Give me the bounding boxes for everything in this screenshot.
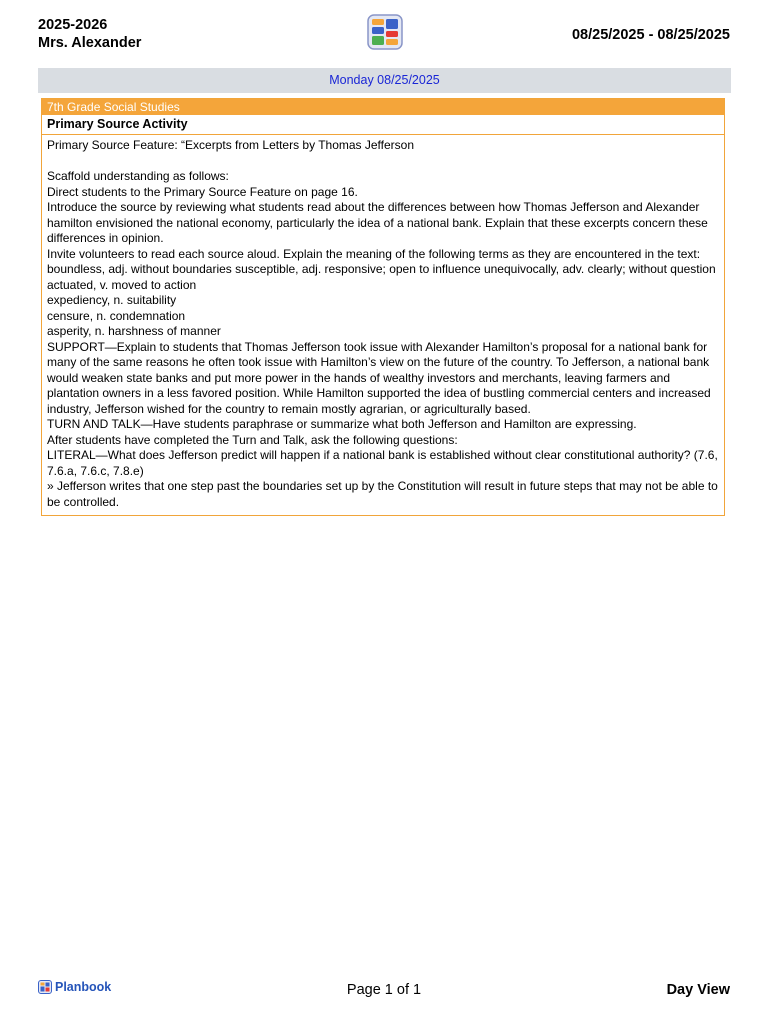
lesson-line: Direct students to the Primary Source Feature on page 16. [47, 184, 358, 199]
header-info [38, 16, 141, 52]
lesson-body [42, 135, 724, 515]
lesson-line: After students have completed the Turn and Talk, ask the following questions: [47, 432, 458, 447]
lesson-line: Primary Source Feature: “Excerpts from Letters by Thomas Jefferson [47, 138, 415, 152]
lesson-blank-line [47, 154, 719, 170]
date-range: 08/25/2025 - 08/25/2025 [571, 27, 730, 43]
lesson-line: TURN AND TALK—Have students paraphrase or summarize what both Jefferson and Hamilton are expressing. [47, 417, 637, 431]
lesson-title: Primary Source Activity [42, 115, 724, 135]
view-mode: Day View [666, 982, 730, 998]
school-year: 2025-2026 [38, 17, 108, 33]
lesson-line: SUPPORT—Explain to students that Thomas Jefferson took issue with Alexander Hamilton’s proposal for a national bank for many of the same reasons he often took issue with Hamilton’s view on the future of the country. To Jefferson, a national bank would weaken state banks and put more power in the hands of wealthy investors and merchants, leaving farmers and plantation owners in a less favored position. While Hamilton supported the idea of bustling commercial centers and increased industry, Jefferson wished for the country to remain mostly agrarian, or agriculturally based. [47, 339, 711, 416]
day-header: Monday 08/25/2025 [38, 68, 731, 93]
lesson-line: Introduce the source by reviewing what students read about the differences between how Thomas Jefferson and Alexander hamilton envisioned the national economy, particularly the idea of a national bank. Explain that these excerpts concern these differences in opinion. [47, 200, 708, 245]
planbook-logo-icon [367, 14, 403, 50]
lesson-line: » Jefferson writes that one step past the boundaries set up by the Constitution will result in future steps that may not be able to be controlled. [47, 479, 718, 509]
lesson-line: censure, n. condemnation [47, 308, 186, 323]
class-name: 7th Grade Social Studies [42, 99, 724, 115]
planbook-brand: Planbook [55, 980, 112, 994]
lesson-line: boundless, adj. without boundaries susceptible, adj. responsive; open to influence unequivocally, adv. clearly; without question actuated, v. moved to action [47, 262, 716, 292]
lesson-line: LITERAL—What does Jefferson predict will happen if a national bank is established without clear constitutional authority? (7.6, 7.6.a, 7.6.c, 7.8.e) [47, 448, 718, 478]
lesson-line: Invite volunteers to read each source aloud. Explain the meaning of the following terms as they are encountered in the text: [47, 246, 701, 261]
lesson-line: Scaffold understanding as follows: [47, 169, 229, 183]
lesson-line: expediency, n. suitability [47, 293, 177, 307]
teacher-name: Mrs. Alexander [38, 35, 142, 51]
lesson-card [41, 98, 725, 516]
page-number: Page 1 of 1 [346, 982, 422, 998]
lesson-line: asperity, n. harshness of manner [47, 324, 221, 338]
